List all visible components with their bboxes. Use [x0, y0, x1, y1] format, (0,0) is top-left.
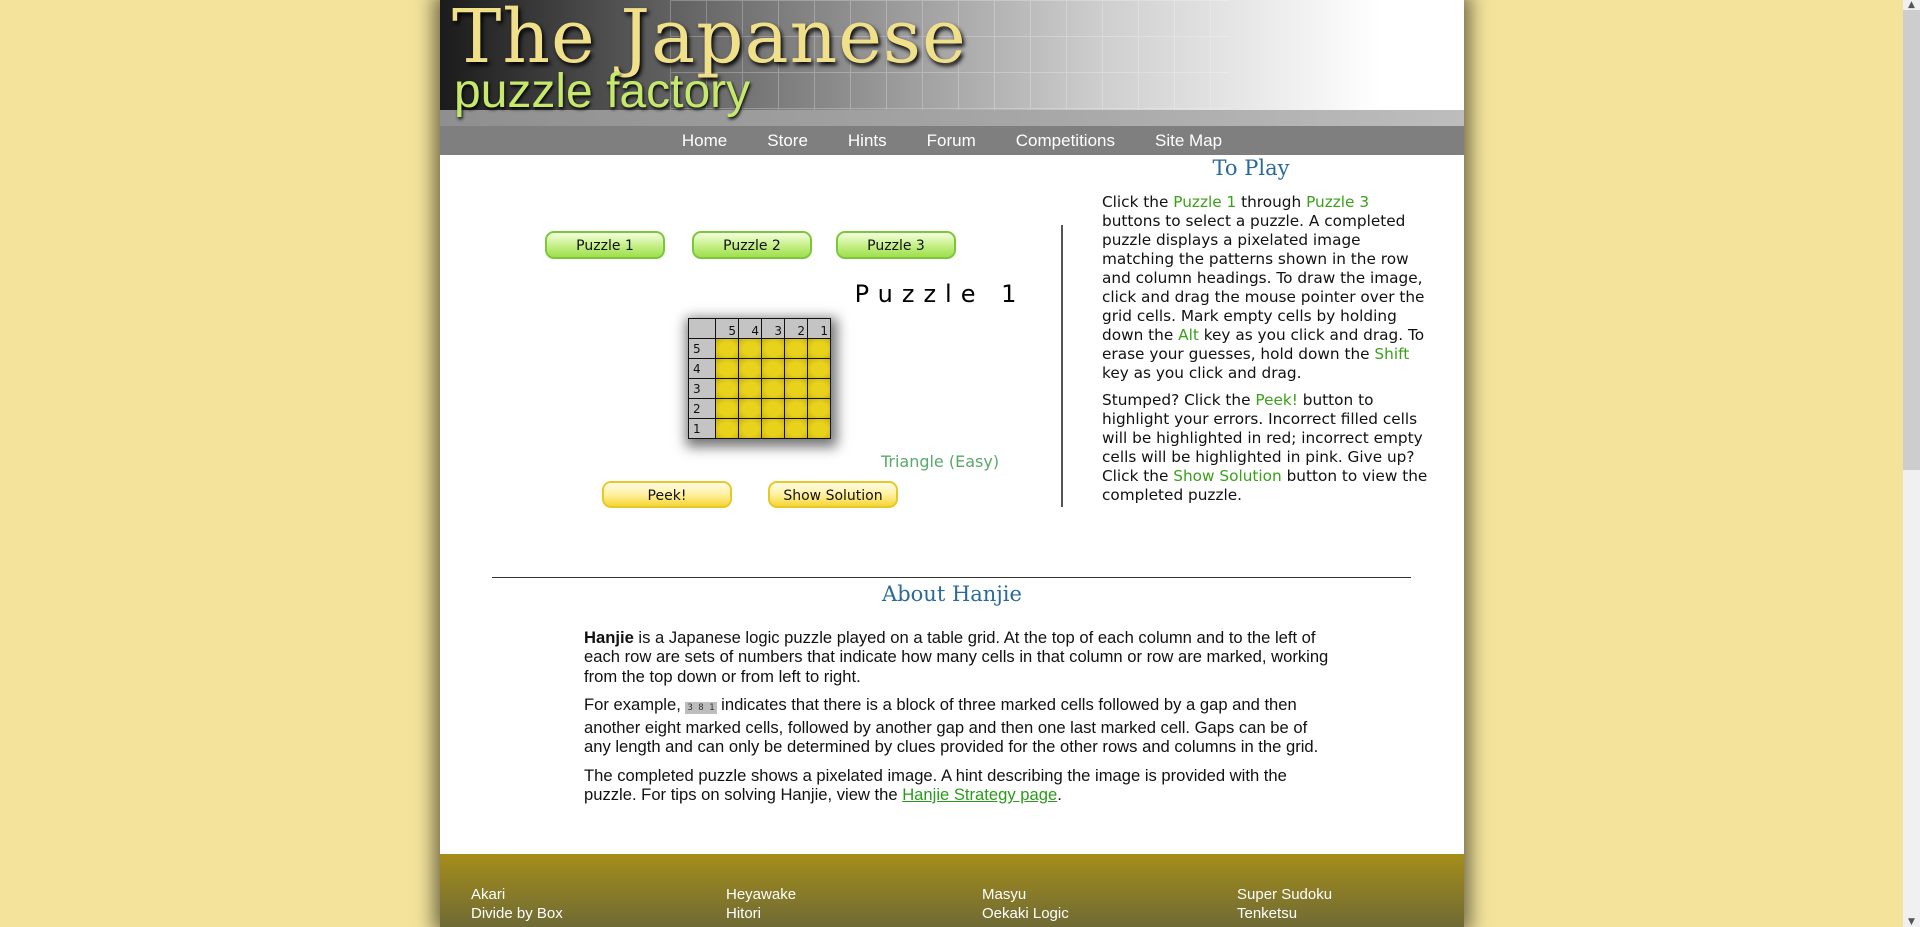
hanjie-strategy-link[interactable]: Hanjie Strategy page — [902, 785, 1058, 805]
footer-link[interactable]: Masyu — [982, 886, 1027, 903]
grid-cell[interactable] — [808, 399, 831, 419]
highlight-text: Alt — [1178, 326, 1199, 344]
about-text — [584, 628, 1329, 813]
grid-cell[interactable] — [785, 419, 808, 439]
row-clue: 1 — [689, 419, 716, 439]
logo-subtitle: puzzle factory — [454, 65, 751, 118]
highlight-text: Shift — [1374, 345, 1410, 363]
grid-cell[interactable] — [762, 339, 785, 359]
row-clue: 3 — [689, 379, 716, 399]
footer-link[interactable]: Akari — [471, 886, 506, 903]
logo-title: The Japanese — [452, 0, 967, 80]
footer-link[interactable]: Hitori — [726, 905, 762, 922]
puzzle-title: Puzzle 1 — [854, 280, 1026, 308]
section-divider — [492, 577, 1411, 578]
text: button to view the completed puzzle. — [1102, 467, 1428, 504]
grid-cell[interactable] — [785, 399, 808, 419]
grid-corner — [689, 319, 716, 339]
text: The completed puzzle shows a pixelated image. A hint describing the image is provided with the puzzle. For tips on solving Hanjie, view the — [584, 765, 1287, 805]
grid-cell[interactable] — [716, 359, 739, 379]
text: Click the — [1102, 193, 1174, 211]
footer-column — [471, 885, 563, 923]
text: Stumped? Click the — [1102, 391, 1256, 409]
text: key as you click and drag. — [1102, 364, 1302, 382]
nav-store[interactable]: Store — [767, 130, 808, 150]
text: . — [1057, 785, 1062, 805]
text: For example, — [584, 694, 686, 714]
scroll-up-arrow-icon[interactable]: ▲ — [1908, 0, 1915, 10]
grid-cell[interactable] — [808, 379, 831, 399]
grid-cell[interactable] — [739, 359, 762, 379]
nav-competitions[interactable]: Competitions — [1015, 130, 1115, 150]
main-nav — [440, 126, 1464, 155]
tips-paragraph — [584, 766, 1329, 805]
text: through — [1236, 193, 1307, 211]
vertical-scrollbar[interactable] — [1903, 0, 1920, 927]
highlight-text: Peek! — [1255, 391, 1298, 409]
grid-cell[interactable] — [808, 419, 831, 439]
peek-button[interactable]: Peek! — [602, 481, 732, 508]
grid-cell[interactable] — [716, 399, 739, 419]
footer-link[interactable]: Heyawake — [726, 886, 797, 903]
text: indicates that there is a block of three marked cells followed by a gap and then another eight marked cells, followed by another gap and then one last marked cell. Gaps can be of any length and can only be determined by clues provided for the other rows and columns in the grid. — [584, 694, 1319, 757]
footer-column — [726, 885, 796, 923]
puzzle-3-button[interactable]: Puzzle 3 — [836, 231, 956, 259]
example-paragraph — [584, 695, 1329, 757]
scroll-down-arrow-icon[interactable]: ▼ — [1908, 917, 1915, 927]
column-clue: 2 — [785, 319, 808, 339]
row-clue: 5 — [689, 339, 716, 359]
page-container — [440, 0, 1464, 927]
row-clue: 4 — [689, 359, 716, 379]
show-solution-button[interactable]: Show Solution — [768, 481, 898, 508]
highlight-text: Show Solution — [1173, 467, 1282, 485]
about-heading: About Hanjie — [882, 582, 1022, 606]
row-clue: 2 — [689, 399, 716, 419]
to-play-heading: To Play — [1212, 156, 1290, 180]
text: buttons to select a puzzle. A completed puzzle displays a pixelated image matching the patterns shown in the row and column headings. To draw the image, click and drag the mouse pointer over the grid cells. Mark empty cells by holding down the — [1102, 212, 1425, 344]
grid-cell[interactable] — [716, 339, 739, 359]
grid-cell[interactable] — [739, 339, 762, 359]
highlight-text: Puzzle 1 — [1173, 193, 1237, 211]
grid-cell[interactable] — [739, 379, 762, 399]
text: button to highlight your errors. Incorrect filled cells will be highlighted in red; incorrect empty cells will be highlighted in pink. Give up? Click the — [1102, 391, 1423, 485]
text: key as you click and drag. To erase your guesses, hold down the — [1102, 326, 1425, 363]
stumped-paragraph — [1102, 391, 1432, 505]
grid-cell[interactable] — [762, 379, 785, 399]
column-clue: 4 — [739, 319, 762, 339]
instructions-paragraph — [1102, 193, 1432, 383]
footer-link[interactable]: Divide by Box — [471, 905, 563, 922]
footer-link[interactable]: Oekaki Logic — [982, 905, 1069, 922]
grid-cell[interactable] — [785, 359, 808, 379]
grid-cell[interactable] — [785, 379, 808, 399]
puzzle-hint: Triangle (Easy) — [880, 452, 1000, 471]
grid-cell[interactable] — [808, 359, 831, 379]
text: is a Japanese logic puzzle played on a table grid. At the top of each column and to the left of each row are sets of numbers that indicate how many cells in that column or row are marked, working from the top down or from left to right. — [584, 628, 1329, 686]
grid-cell[interactable] — [808, 339, 831, 359]
grid-cell[interactable] — [739, 419, 762, 439]
term-hanjie: Hanjie — [584, 628, 634, 647]
site-banner — [440, 0, 1464, 126]
grid-cell[interactable] — [762, 399, 785, 419]
footer-link[interactable]: Tenketsu — [1237, 905, 1298, 922]
highlight-text: Puzzle 3 — [1306, 193, 1370, 211]
puzzle-2-button[interactable]: Puzzle 2 — [692, 231, 812, 259]
grid-cell[interactable] — [762, 359, 785, 379]
footer — [440, 854, 1464, 927]
grid-cell[interactable] — [785, 339, 808, 359]
grid-cell[interactable] — [716, 379, 739, 399]
puzzle-grid[interactable] — [688, 318, 831, 439]
vertical-divider — [1061, 225, 1063, 507]
column-clue: 3 — [762, 319, 785, 339]
footer-column — [1237, 885, 1332, 923]
example-clue: 3 8 1 — [687, 702, 715, 713]
footer-column — [982, 885, 1069, 923]
grid-cell[interactable] — [762, 419, 785, 439]
nav-home[interactable]: Home — [681, 130, 728, 150]
scrollbar-thumb[interactable] — [1903, 10, 1920, 470]
column-clue: 5 — [716, 319, 739, 339]
footer-link[interactable]: Super Sudoku — [1237, 886, 1333, 903]
puzzle-1-button[interactable]: Puzzle 1 — [545, 231, 665, 259]
grid-cell[interactable] — [716, 419, 739, 439]
to-play-instructions — [1102, 193, 1432, 513]
nav-hints[interactable]: Hints — [847, 130, 887, 150]
nav-forum[interactable]: Forum — [926, 130, 976, 150]
grid-cell[interactable] — [739, 399, 762, 419]
column-clue: 1 — [808, 319, 831, 339]
about-paragraph — [584, 628, 1329, 686]
nav-site-map[interactable]: Site Map — [1154, 130, 1223, 150]
